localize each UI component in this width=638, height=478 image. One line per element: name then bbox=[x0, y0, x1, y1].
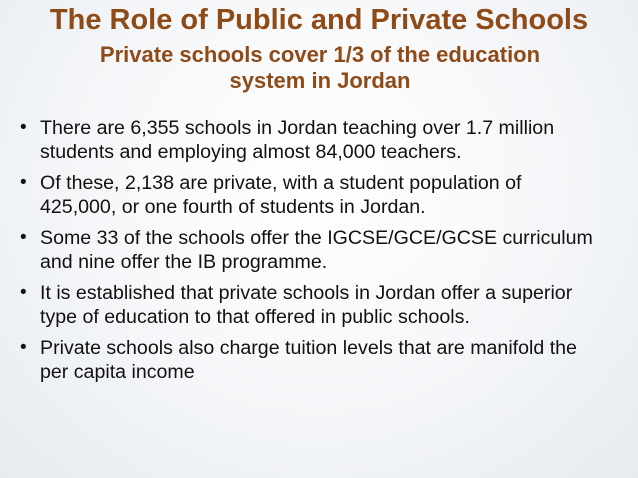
bullet-point-icon: • bbox=[20, 227, 27, 248]
bullet-point-icon: • bbox=[20, 117, 27, 138]
bullet-item-1 bbox=[20, 116, 600, 164]
bullet-text: There are 6,355 schools in Jordan teaching over 1.7 million students and employing almost 84,000 teachers. bbox=[40, 117, 555, 163]
bullet-point-icon: • bbox=[20, 282, 27, 303]
bullet-item-3 bbox=[20, 226, 600, 274]
bullet-text: Some 33 of the schools offer the IGCSE/GCE/GCSE curriculum and nine offer the IB programme. bbox=[40, 227, 593, 273]
bullet-text: It is established that private schools in Jordan offer a superior type of education to that offered in public schools. bbox=[40, 282, 573, 328]
slide-subtitle: Private schools cover 1/3 of the education system in Jordan bbox=[99, 42, 541, 93]
bullet-point-icon: • bbox=[20, 337, 27, 358]
bullet-text: Of these, 2,138 are private, with a student population of 425,000, or one fourth of students in Jordan. bbox=[40, 172, 522, 218]
bullet-text: Private schools also charge tuition levels that are manifold the per capita income bbox=[40, 337, 577, 383]
slide-title: The Role of Public and Private Schools bbox=[49, 4, 589, 36]
bullet-item-2 bbox=[20, 171, 600, 219]
bullet-item-4 bbox=[20, 281, 600, 329]
bullet-point-icon: • bbox=[20, 172, 27, 193]
bullet-list bbox=[20, 116, 600, 391]
bullet-item-5 bbox=[20, 336, 600, 384]
